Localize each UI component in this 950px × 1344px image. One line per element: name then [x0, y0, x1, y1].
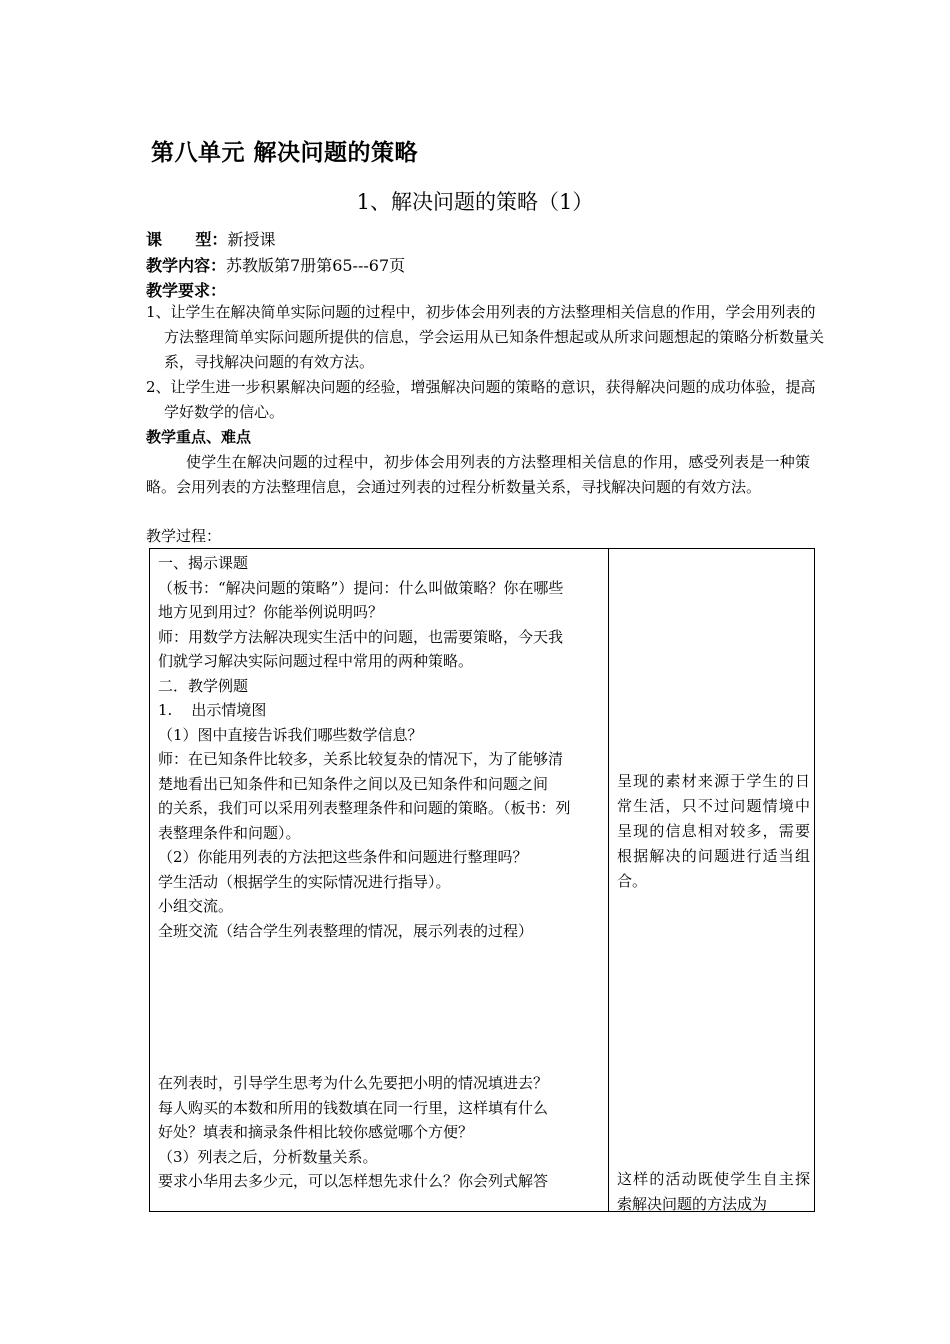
table-line: 地方见到用过？你能举例说明吗？: [158, 603, 384, 621]
lesson-content-label: 教学内容：: [146, 256, 227, 275]
table-line: 全班交流（结合学生列表整理的情况，展示列表的过程）: [158, 921, 534, 940]
key-points-text: 使学生在解决问题的过程中，初步体会用列表的方法整理相关信息的作用，感受列表是一种策略。会用列表的方法整理信息，会通过列表的过程分析数量关系，寻找解决问题的有效方法。: [146, 453, 810, 496]
requirements-label: [146, 278, 226, 301]
table-left-cell-bottom: [158, 1071, 602, 1194]
table-line: 们就学习解决实际问题过程中常用的两种策略。: [158, 652, 474, 670]
table-line: （1）图中直接告诉我们哪些数学信息？: [158, 725, 423, 744]
table-right-note: 呈现的素材来源于学生的日常生活，只不过问题情境中呈现的信息相对较多，需要根据解决的问题进行适当组合。: [617, 772, 810, 890]
table-left-cell-top: [158, 551, 602, 943]
table-line: 师：在已知条件比较多，关系比较复杂的情况下，为了能够清: [158, 750, 564, 768]
table-line: 师：用数学方法解决现实生活中的问题，也需要策略，今天我: [158, 627, 564, 646]
table-line: 每人购买的本数和所用的钱数填在同一行里，这样填有什么: [158, 1098, 549, 1117]
table-line: 表整理条件和问题）。: [158, 823, 301, 842]
table-line: 学生活动（根据学生的实际情况进行指导）。: [158, 872, 451, 891]
table-line: （3）列表之后，分析数量关系。: [158, 1147, 378, 1166]
table-line: （2）你能用列表的方法把这些条件和问题进行整理吗？: [158, 848, 528, 866]
table-line: 小组交流。: [158, 897, 234, 915]
table-column-divider: [608, 548, 609, 1212]
lesson-title: 1、解决问题的策略（1）: [356, 190, 594, 214]
process-label: 教学过程：: [146, 527, 222, 545]
table-line: 好处？填表和摘录条件相比较你感觉哪个方便？: [158, 1123, 474, 1141]
requirement-item: 2、让学生进一步积累解决问题的经验，增强解决问题的策略的意识，获得解决问题的成功体验，提高学好数学的信心。: [146, 378, 816, 421]
table-line: 楚地看出已知条件和已知条件之间以及已知条件和问题之间: [158, 774, 549, 793]
table-line: 要求小华用去多少元，可以怎样想先求什么？你会列式解答: [158, 1172, 549, 1190]
table-line: 的关系，我们可以采用列表整理条件和问题的策略。（板书：列: [158, 799, 571, 817]
requirements-label-text: 教学要求：: [146, 281, 227, 300]
table-right-note: 这样的活动既使学生自主探索解决问题的方法成为: [617, 1170, 810, 1213]
table-line: 1. 出示情境图: [158, 701, 267, 719]
requirement-item: 1、让学生在解决简单实际问题的过程中，初步体会用列表的方法整理相关信息的作用，学会用列表的方法整理简单实际问题所提供的信息，学会运用从已知条件想起或从所求问题想起的策略分析数量关系，寻找解决问题的有效方法。: [146, 303, 825, 371]
key-points-label: 教学重点、难点: [146, 428, 252, 446]
lesson-type-label: 课 型：: [146, 230, 228, 249]
lesson-type: [146, 227, 275, 250]
unit-title: 第八单元 解决问题的策略: [151, 139, 419, 166]
lesson-content-value: 苏教版第7册第65---67页: [226, 256, 406, 275]
table-line: 一、揭示课题: [158, 554, 249, 572]
table-line: 在列表时，引导学生思考为什么先要把小明的情况填进去？: [158, 1074, 549, 1092]
table-line: （板书：“解决问题的策略”）提问：什么叫做策略？你在哪些: [158, 578, 564, 597]
lesson-type-value: 新授课: [227, 230, 276, 249]
table-line: 二．教学例题: [158, 676, 249, 695]
lesson-content: [146, 253, 405, 276]
